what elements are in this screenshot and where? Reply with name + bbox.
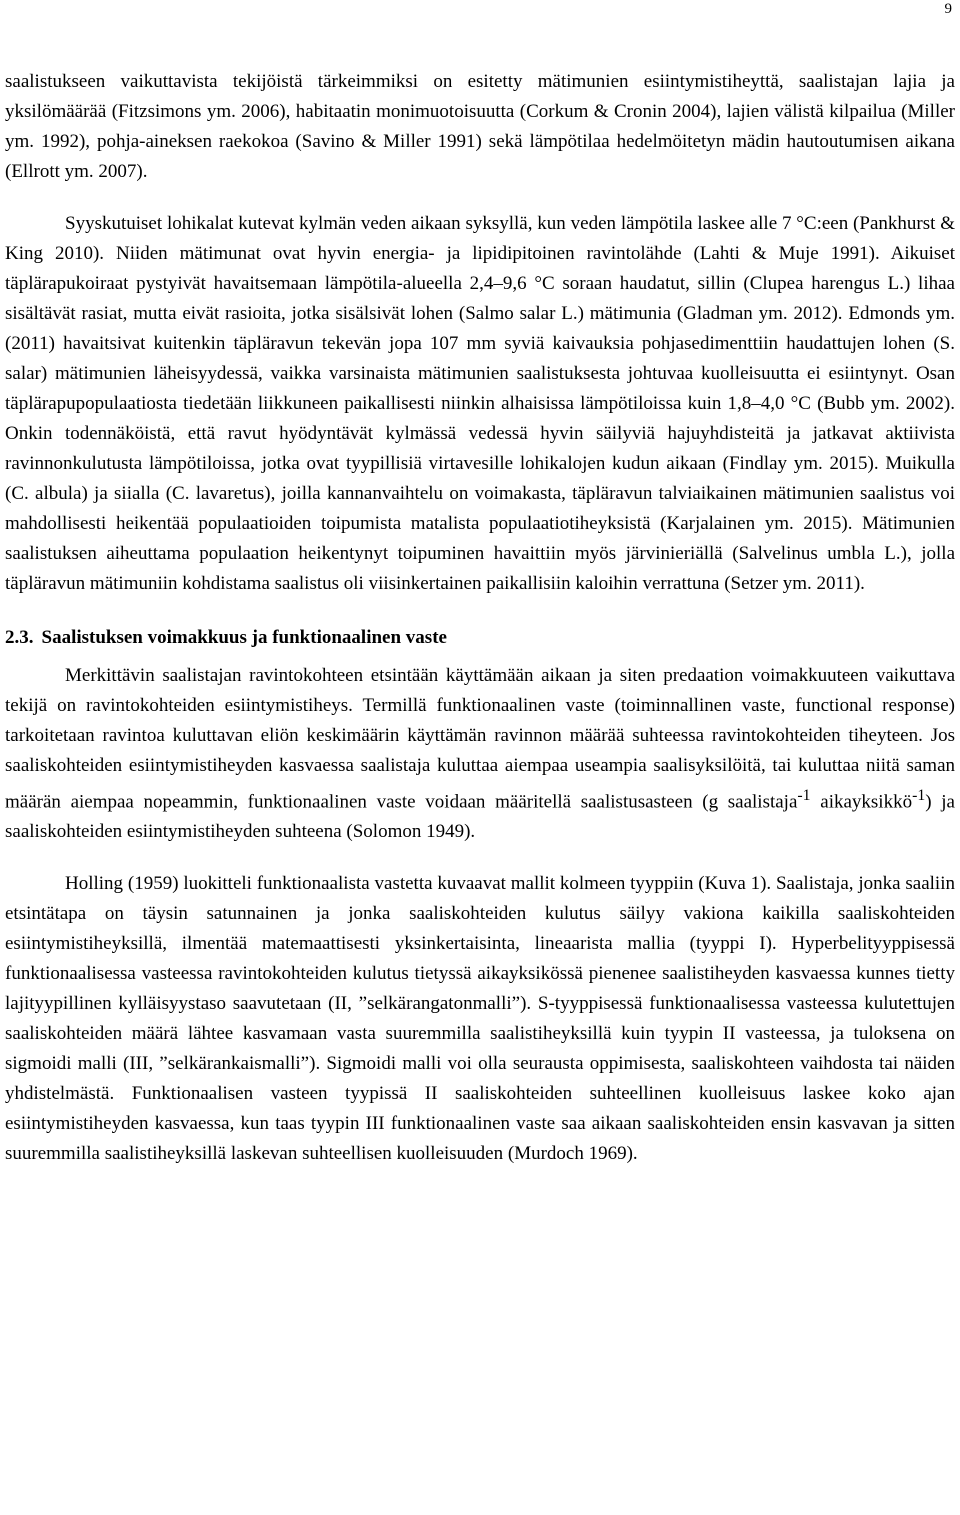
paragraph-holling-types: Holling (1959) luokitteli funktionaalista vastetta kuvaavat mallit kolmeen tyyppiin (Kuva 1). Saalistaja, jonka saaliin etsintätapa on täysin satunnainen ja jonka saaliskohteiden kulutus säilyy vakiona kaikilla saaliskohteiden esiintymistiheyksillä, ilmentää matemaattisesti yksinkertaisinta, lineaarista mallia (tyyppi I). Hyperbelityyppisessä funktionaalisessa vasteessa ravintokohteiden kulutus tietyssä aikayksikössä pienenee saalistiheyden kasvaessa kunnes tietty lajityypillinen kylläisyystaso saavutetaan (II, ”selkärangatonmalli”). S-tyyppisessä funktionaalisessa vasteessa kulutettujen saaliskohteiden määrä lähtee kasvamaan vasta suuremmilla saalistiheyksillä kuin tyypin II vasteessa, ja tuloksena on sigmoidi malli (III, ”selkärankaismalli”). Sigmoidi malli voi olla seurausta oppimisesta, saaliskohteen vaihdosta tai näiden yhdistelmästä. Funktionaalisen vasteen tyypissä II saaliskohteiden suhteellinen kuolleisuus laskee koko ajan esiintymistiheyden kasvaessa, kun taas tyypin III funktionaalinen vaste saa aikaan saaliskohteiden ensin kasvavan ja sitten suuremmilla saalistiheyksillä laskevan suhteellisen kuolleisuuden (Murdoch 1969). xyxy=(5,873,955,1165)
superscript-exponent: -1 xyxy=(797,787,811,804)
page-number: 9 xyxy=(944,1,952,17)
section-heading xyxy=(5,623,955,653)
paragraph-crayfish-egg-predation: Syyskutuiset lohikalat kutevat kylmän veden aikaan syksyllä, kun veden lämpötila laskee alle 7 °C:een (Pankhurst & King 2010). Niiden mätimunat ovat hyvin energia- ja lipidipitoinen ravintolähde (Lahti & Muje 1991). Aikuiset täplärapukoiraat pystyivät havaitsemaan lämpötila-alueella 2,4–9,6 °C soraan haudatut, sillin (Clupea harengus L.) lihaa sisältävät rasiat, mutta eivät rasioita, jotka sisälsivät lohen (Salmo salar L.) mätimunia (Gladman ym. 2012). Edmonds ym. (2011) havaitsivat kuitenkin täpläravun tekevän jopa 107 mm syviä kaivauksia pohjasedimenttiin haudattujen lohen (S. salar) mätimunien läheisyydessä, vaikka varsinaista mätimunien saalistuksesta johtuvaa kuolleisuutta ei esiintynyt. Osan täplärapupopulaatiosta tiedetään liikkuneen paikallisesti niinkin alhaisissa lämpötiloissa kuin 1,8–4,0 °C (Bubb ym. 2002). Onkin todennäköistä, että ravut hyödyntävät kylmässä vedessä hyvin säilyviä hajuyhdisteitä ja jatkavat aktiivista ravinnonkulutusta lämpötiloissa, jotka ovat tyypillisiä virtavesille lohikalojen kudun aikaan (Findlay ym. 2015). Muikulla (C. albula) ja siialla (C. lavaretus), joilla kannanvaihtelu on voimakasta, täpläravun talviaikainen mätimunien saalistus voi mahdollisesti heikentää populaatioiden toipumista matalista populaatiotiheyksistä (Karjalainen ym. 2015). Mätimunien saalistuksen aiheuttama populaation heikentynyt toipuminen havaittiin myös järvinieriällä (Salvelinus umbla L.), jolla täpläravun mätimuniin kohdistama saalistus oli viisinkertainen paikallisiin kaloihin verrattuna (Setzer ym. 2011). xyxy=(5,213,955,594)
superscript-exponent: -1 xyxy=(912,787,926,804)
paragraph-text: aikayksikkö xyxy=(810,791,913,813)
section-title: Saalistuksen voimakkuus ja funktionaalinen vaste xyxy=(41,627,447,648)
paragraph-text: Merkittävin saalistajan ravintokohteen etsintään käyttämään aikaan ja siten predaation voimakkuuteen vaikuttava tekijä on ravintokohteiden esiintymistiheys. Termillä funktionaalinen vaste (toiminnallinen vaste, functional response) tarkoitetaan ravintoa kuluttavan eliön keskimäärin käyttämän ravinnon määrää suhteessa ravintokohteiden tiheyteen. Jos saaliskohteiden esiintymistiheyden kasvaessa saalistaja kuluttaa aiempaa useampia saalisyksilöitä, tai kuluttaa niitä saman määrän aiempaa nopeammin, funktionaalinen vaste voidaan määritellä saalistusasteen (g saalistaja xyxy=(5,665,955,813)
document-body xyxy=(5,67,955,1169)
paragraph-functional-response-definition xyxy=(5,661,955,847)
paragraph-continuation: saalistukseen vaikuttavista tekijöistä tärkeimmiksi on esitetty mätimunien esiintymistiheyttä, saalistajan lajia ja yksilömäärää (Fitzsimons ym. 2006), habitaatin monimuotoisuutta (Corkum & Cronin 2004), lajien välistä kilpailua (Miller ym. 1992), pohja-aineksen raekokoa (Savino & Miller 1991) sekä lämpötilaa hedelmöitetyn mädin hautoutumisen aikana (Ellrott ym. 2007). xyxy=(5,71,955,182)
paragraph-text: ) ja saaliskohteiden esiintymistiheyden suhteena (Solomon 1949). xyxy=(5,791,955,843)
section-number: 2.3. xyxy=(5,627,34,648)
